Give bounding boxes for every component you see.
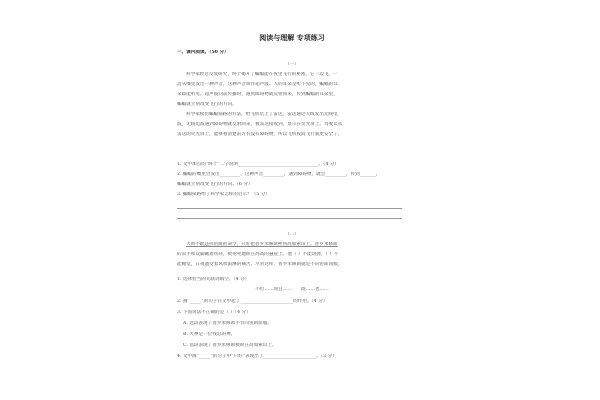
paragraph-line: 蝙蝠就立刻改变飞行的方向。 <box>177 102 237 107</box>
worksheet-page <box>172 20 412 400</box>
conjunction-options: 不但……而且…… 既……也…… <box>255 287 329 292</box>
paragraph-line: 雷达的荧光屏上，能够看清楚前方有没有障碍物，所以飞机夜间飞行就更安全了。 <box>177 132 343 137</box>
question-4b: 4. 文中画“_____”的句子中“只好”表现出了_______________________。（3 分） <box>177 354 337 359</box>
option-c: C. 选段表现了普罗米修斯被锁在高加索山上。 <box>183 343 277 348</box>
paragraph-line: 大禹不敢违抗宙斯的命令，只好把普罗米修斯押到高加索山上。普罗米修斯 <box>186 242 338 247</box>
paragraph-line: 边从嘴里发出一种声音，这种声音叫作超声波。人的耳朵是听不见的，蝙蝠的耳 <box>177 82 338 87</box>
paragraph-line: 朵却能听见。超声波向前传播时，遇到障碍物就反射回来，传到蝙蝠的耳朵里， <box>177 92 338 97</box>
question-1: 1. 文中加点的“终于”二字说明___________________________________。（4 分） <box>177 162 339 167</box>
answer-line <box>177 208 402 209</box>
paragraph-line: 的双手和双脚戴着铁环，被死死地锁在高高的悬崖上。他（ ）不能动弹，（ ）不 <box>177 252 339 257</box>
question-2: 2. 蝙蝠的嘴里会发出_________，这种声音_________，遇到障碍物，就会_________，传到_______， <box>177 172 381 177</box>
paragraph-line: 科学家经过反复研究，终于揭开了蝙蝠能在夜里飞行的秘密。它一边飞，一 <box>186 72 338 77</box>
paragraph-line: 波，无线电波遇到障碍物就反射回来，被雷达接收到，显示在荧光屏上。驾驶员从 <box>177 122 343 127</box>
paragraph-line: 科学家模仿蝙蝠探路的方法，给飞机装上了雷达。雷达通过天线发出无线电 <box>186 112 338 117</box>
question-3: 3. 蝙蝠探路给了科学家怎样的启示？（5 分） <box>177 192 270 197</box>
part-two-label: （二） <box>285 232 299 237</box>
question-3b: 3. 下面说法不正确的是（ ）（4 分） <box>177 310 251 315</box>
question-1b: 1. 选择恰当的关联词填空。（4 分） <box>177 277 250 282</box>
answer-line <box>177 218 402 219</box>
part-one-label: （一） <box>285 62 299 67</box>
option-b: B. 火神是一位残忍的神。 <box>183 332 236 337</box>
question-2-cont: 蝙蝠就立刻改变飞行的方向。（6 分） <box>177 182 253 187</box>
section-heading: 一、课内阅读。（50 分） <box>177 50 229 55</box>
paragraph-line: 能睡觉，日夜遭受着风吹雨淋的痛苦。尽管这样，普罗米修斯就是不向宙斯屈服。 <box>177 262 343 267</box>
option-a: A. 选段表现了普罗米修斯不肯向宙斯屈服。 <box>183 321 272 326</box>
question-2b: 2. 画“_____”的句子在文中起了_______________________的作用。（4 分） <box>177 299 328 304</box>
page-title: 阅读与理解 专项练习 <box>259 33 325 42</box>
